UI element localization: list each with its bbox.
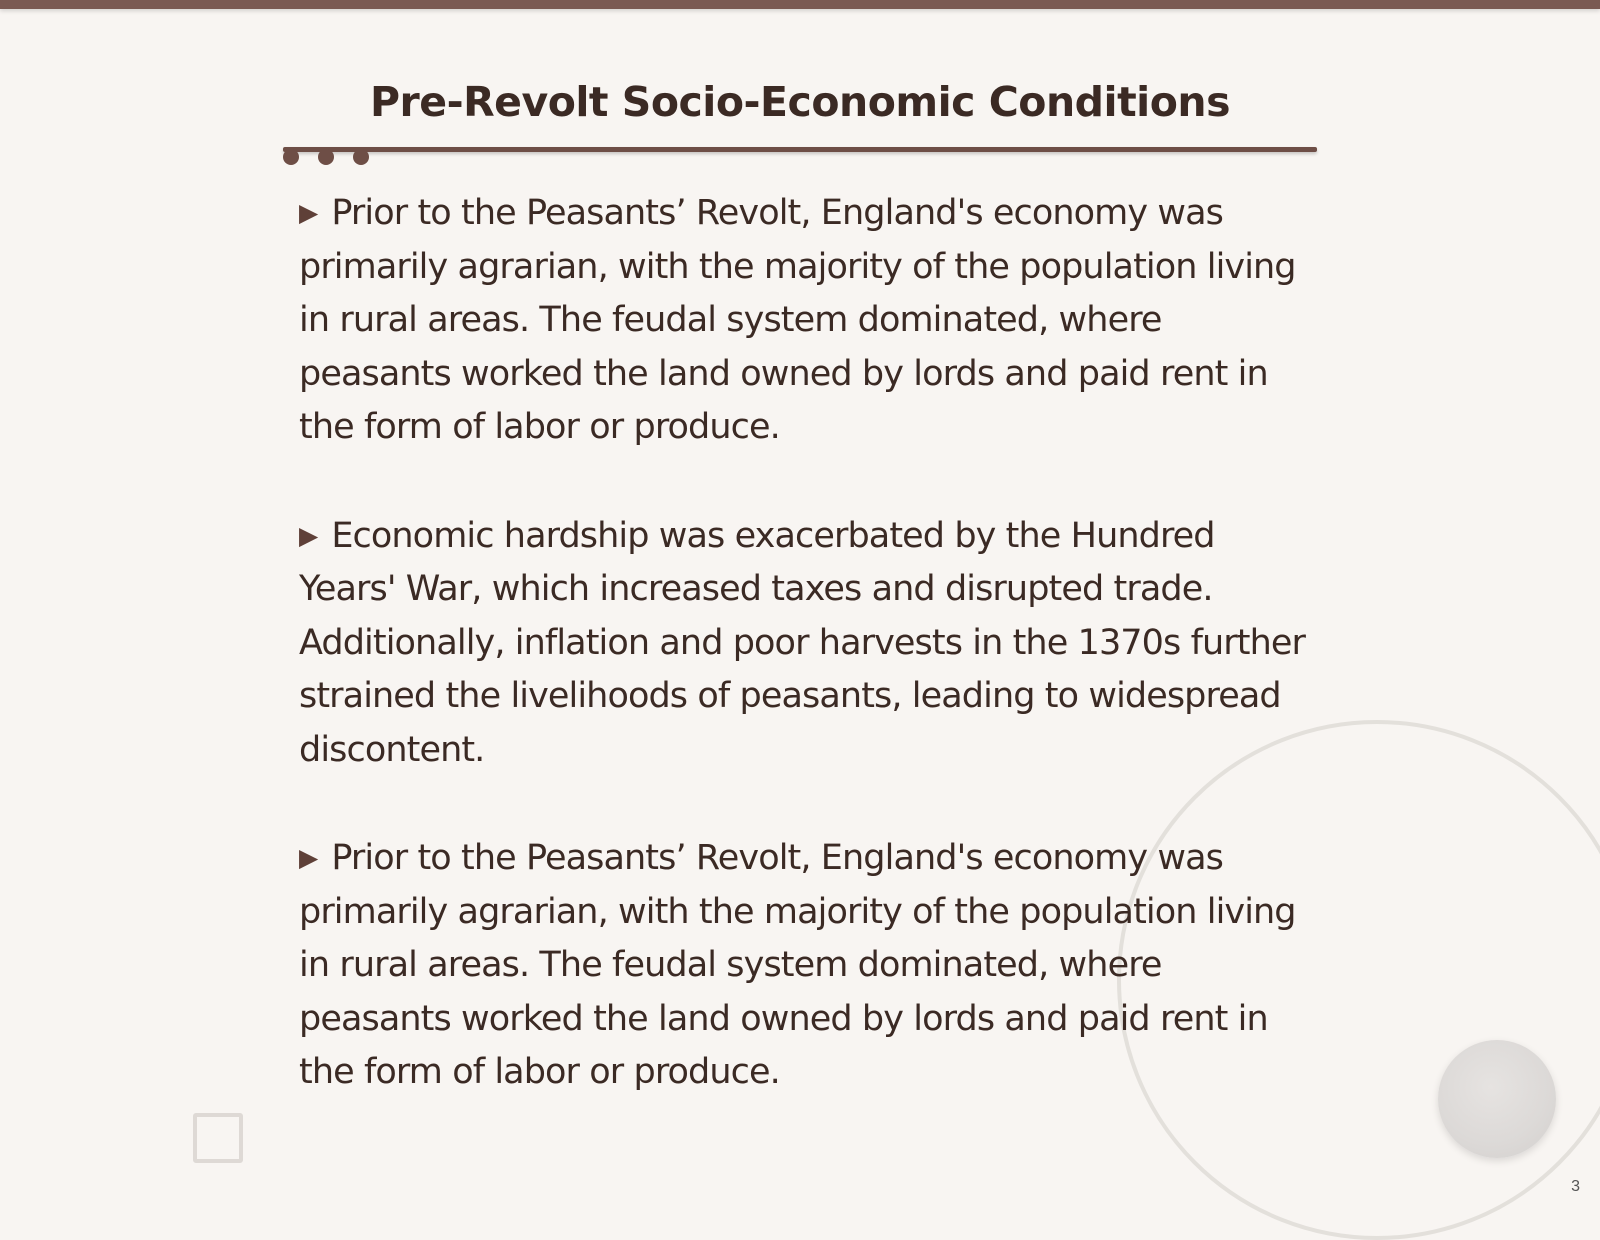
underline-dot — [283, 149, 299, 165]
top-accent-bar — [0, 0, 1600, 9]
underline-dot — [318, 149, 334, 165]
bullet-paragraph — [299, 831, 1309, 1100]
triangle-bullet-icon: ▶ — [299, 843, 318, 872]
slide-title: Pre-Revolt Socio-Economic Conditions — [370, 78, 1230, 126]
decorative-square — [193, 1113, 243, 1163]
underline-dot — [353, 149, 369, 165]
bullet-text: Prior to the Peasants’ Revolt, England's economy was primarily agrarian, with the majority of the population living in rural areas. The feudal system dominated, where peasants worked the land owned by lords and paid rent in the form of labor or produce. — [299, 193, 1296, 447]
triangle-bullet-icon: ▶ — [299, 520, 318, 550]
decorative-circle — [1438, 1040, 1556, 1158]
bullet-text: Prior to the Peasants’ Revolt, England's economy was primarily agrarian, with the majority of the population living in rural areas. The feudal system dominated, where peasants worked the land owned by lords and paid rent in the form of labor or produce. — [299, 838, 1296, 1092]
bullet-paragraph — [299, 509, 1309, 778]
title-underline — [283, 147, 1317, 152]
slide-number: 3 — [1571, 1178, 1580, 1195]
bullet-text: Economic hardship was exacerbated by the Hundred Years' War, which increased taxes and disrupted trade. Additionally, inflation and poor harvests in the 1370s further strained the livelihoods of peasants, leading to widespread discontent. — [299, 515, 1306, 770]
bullet-list — [299, 186, 1309, 1154]
bullet-paragraph — [299, 186, 1309, 455]
triangle-bullet-icon: ▶ — [299, 198, 318, 227]
